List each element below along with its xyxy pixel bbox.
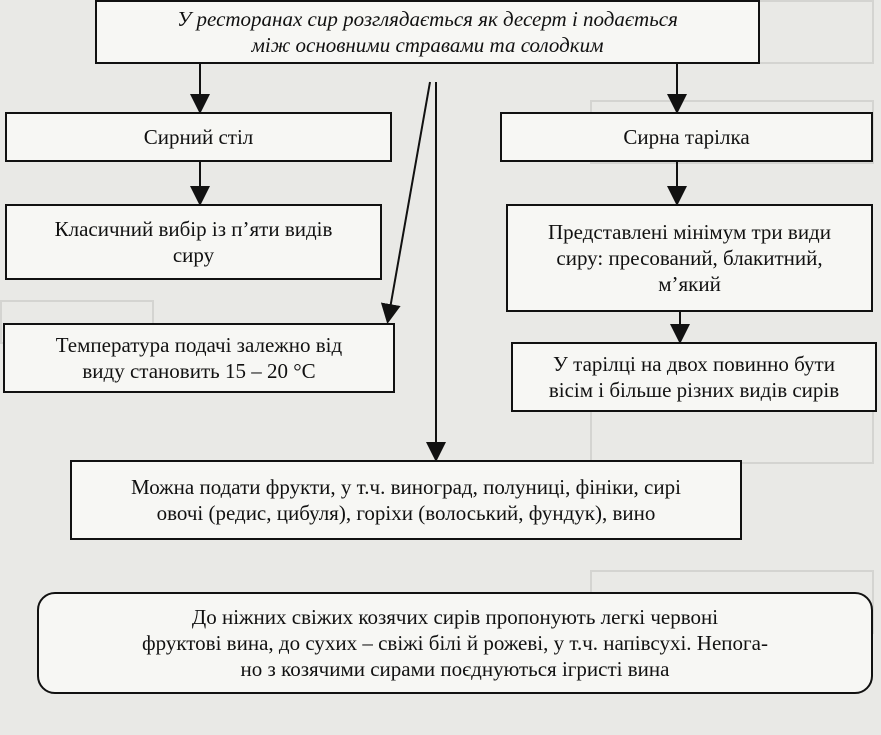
min-three-line3: м’який (658, 272, 721, 297)
fruits-box (70, 460, 742, 540)
cheese-table-box (5, 112, 392, 162)
top-statement-box (95, 0, 760, 64)
arrow-top-to-temperature (388, 82, 430, 320)
classic-choice-line1: Класичний вибір із п’яти видів (54, 216, 333, 241)
cheese-table-label: Сирний стіл (143, 124, 254, 149)
eight-more-line1: У тарілці на двох повинно бути (553, 351, 835, 376)
eight-more-box (511, 342, 877, 412)
wines-line2: фруктові вина, до сухих – свіжі білі й рожеві, у т.ч. напівсухі. Непога- (142, 630, 768, 655)
cheese-plate-label: Сирна тарілка (623, 124, 750, 149)
classic-choice-box (5, 204, 382, 280)
wines-line3: но з козячими сирами поєднуються ігристі вина (240, 657, 670, 682)
top-statement-line2: між основними стравами та солодким (251, 33, 604, 57)
min-three-line2: сиру: пресований, блакитний, (556, 245, 823, 270)
cheese-plate-box (500, 112, 873, 162)
fruits-line1: Можна подати фрукти, у т.ч. виноград, полуниці, фініки, сирі (131, 474, 681, 499)
fruits-line2: овочі (редис, цибуля), горіхи (волоський, фундук), вино (156, 501, 656, 525)
wines-box (37, 592, 873, 694)
temperature-box (3, 323, 395, 393)
top-statement-line1: У ресторанах сир розглядається як десерт і подається (177, 6, 678, 31)
temperature-line1: Температура подачі залежно від (55, 332, 343, 357)
temperature-line2: виду становить 15 – 20 °С (82, 359, 316, 383)
wines-line1: До ніжних свіжих козячих сирів пропонують легкі червоні (191, 604, 719, 629)
min-three-line1: Представлені мінімум три види (548, 219, 831, 244)
classic-choice-line2: сиру (172, 243, 215, 267)
min-three-box (506, 204, 873, 312)
eight-more-line2: вісім і більше різних видів сирів (548, 378, 840, 402)
